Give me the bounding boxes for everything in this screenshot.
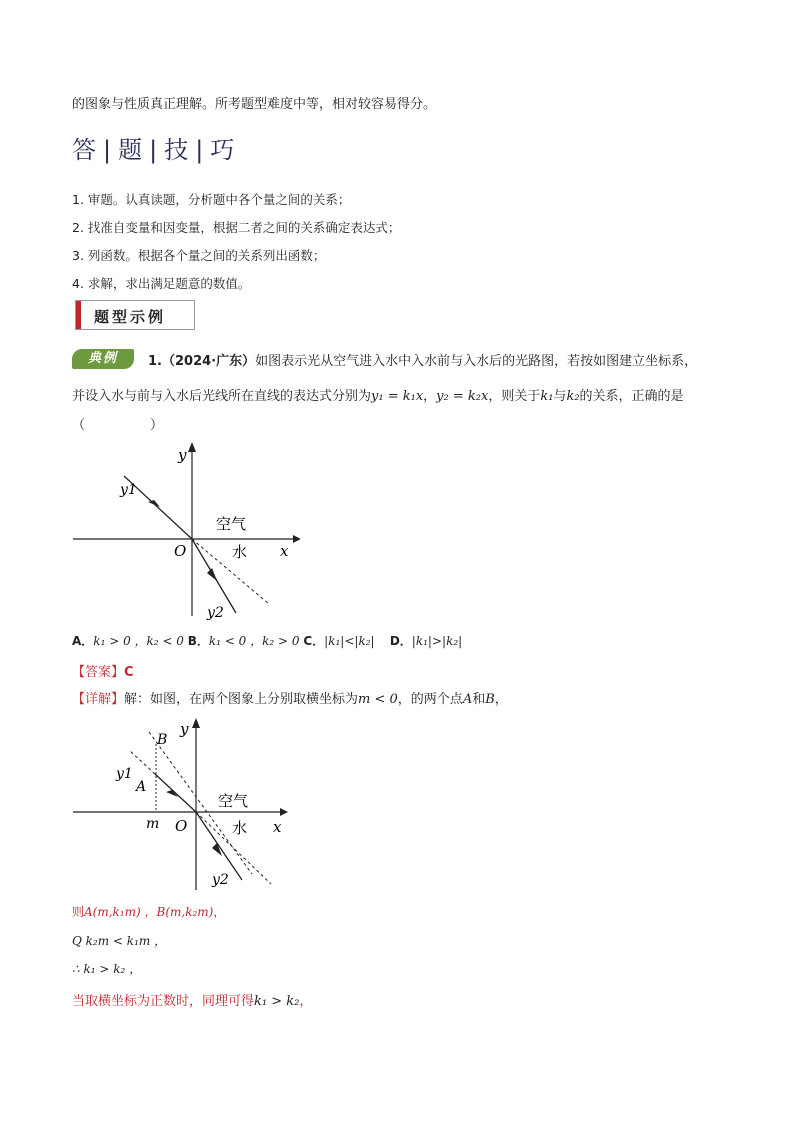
step-item: 1. 审题。认真读题，分析题中各个量之间的关系； — [72, 192, 351, 207]
y-axis-arrow — [192, 718, 200, 728]
punctuation: ， — [494, 692, 508, 707]
option-text: k₁ > 0 ，k₂ < 0 — [93, 634, 184, 648]
k1-symbol: k₁ — [540, 389, 554, 404]
answer-blank: （ ） — [72, 418, 164, 433]
refracted-arrow — [212, 843, 222, 856]
figure-1-light-path — [70, 436, 300, 622]
answer-label: 【答案】 — [72, 665, 125, 680]
solution-text: 当取横坐标为正数时，同理可得 — [72, 994, 255, 1009]
answer-line — [72, 661, 134, 680]
point-a-label: A — [136, 779, 147, 795]
figure-2-solution — [70, 712, 300, 894]
question-line-2 — [72, 385, 684, 404]
step-item: 4. 求解，求出满足题意的数值。 — [72, 276, 251, 291]
detail-line — [72, 688, 508, 707]
water-label: 水 — [232, 819, 248, 837]
option-d[interactable] — [390, 634, 462, 648]
title-char: 题 — [118, 136, 144, 164]
example-badge — [72, 349, 134, 369]
x-axis-label: x — [280, 542, 289, 560]
title-char: 巧 — [210, 136, 236, 164]
line-2-label: y2 — [207, 605, 224, 621]
option-c[interactable] — [303, 634, 374, 648]
y-axis-label: y — [178, 446, 187, 464]
question-source: （2024·广东） — [161, 354, 256, 369]
point-b-label: B — [157, 732, 168, 748]
option-letter: C． — [303, 634, 325, 648]
detail-text: ，的两个点 — [397, 692, 463, 707]
punctuation: ， — [213, 905, 226, 919]
incident-ray — [155, 774, 196, 812]
options-row — [72, 632, 462, 649]
option-text: |k₁|<|k₂| — [324, 634, 375, 648]
step-item: 2. 找准自变量和因变量，根据二者之间的关系确定表达式； — [72, 220, 401, 235]
title-char: 答 — [72, 136, 97, 164]
x-axis-label: x — [273, 818, 282, 836]
line-1-label: y1 — [116, 766, 133, 782]
detail-math: m < 0 — [358, 692, 398, 707]
option-text: |k₁|>|k₂| — [411, 634, 463, 648]
extension-dashed-line — [192, 539, 269, 604]
answer-value: C — [124, 665, 134, 680]
solution-line-2: Q k₂m < k₁m ， — [72, 934, 167, 948]
x-axis-arrow — [280, 808, 288, 816]
option-b[interactable] — [188, 634, 300, 648]
line-2-label: y2 — [212, 872, 229, 888]
point-b-symbol: B — [485, 692, 495, 707]
m-label: m — [146, 816, 160, 832]
option-letter: A． — [72, 634, 94, 648]
equation-2: y₂ = k₂x — [436, 389, 489, 404]
air-label: 空气 — [216, 515, 247, 533]
intro-text: 的图象与性质真正理解。所考题型难度中等，相对较容易得分。 — [72, 97, 437, 112]
solution-text: 则 — [72, 905, 85, 919]
line-1-dashed-extension — [129, 750, 155, 774]
y-axis-label: y — [180, 720, 189, 738]
conjunction: 与 — [553, 389, 567, 404]
question-text: 并设入水与前与入水后光线所在直线的表达式分别为 — [72, 389, 372, 404]
line-1-label: y1 — [120, 482, 137, 498]
separator: ， — [423, 389, 437, 404]
section-banner — [75, 300, 195, 330]
incident-arrow — [148, 500, 160, 507]
option-letter: B． — [187, 634, 209, 648]
point-a-symbol: A — [462, 692, 473, 707]
k2-symbol: k₂ — [566, 389, 580, 404]
title-char: 技 — [164, 136, 190, 164]
option-a[interactable] — [72, 634, 184, 648]
solution-math: k₁ > k₂ — [254, 994, 300, 1009]
question-line-1 — [148, 350, 697, 369]
origin-label: O — [174, 542, 187, 560]
banner-label: 题型示例 — [94, 308, 167, 326]
origin-label: O — [175, 817, 188, 835]
steps-list — [72, 186, 400, 298]
air-label: 空气 — [218, 792, 249, 810]
question-text: ，则关于 — [488, 389, 541, 404]
refracted-arrow — [207, 568, 217, 581]
x-axis-arrow — [293, 535, 300, 543]
question-text: 的关系，正确的是 — [579, 389, 684, 404]
detail-text: 解：如图，在两个图象上分别取横坐标为 — [124, 692, 359, 707]
punctuation: ， — [299, 994, 313, 1009]
option-letter: D． — [389, 634, 412, 648]
water-label: 水 — [232, 543, 248, 561]
solution-line-4 — [72, 990, 312, 1009]
conjunction: 和 — [472, 692, 486, 707]
y-axis-arrow — [188, 442, 196, 452]
badge-label: 典例 — [87, 351, 118, 366]
solution-math: A(m,k₁m) ，B(m,k₂m) — [84, 905, 214, 919]
step-item: 3. 列函数。根据各个量之间的关系列出函数； — [72, 248, 326, 263]
option-text: k₁ < 0 ，k₂ > 0 — [208, 634, 300, 648]
question-text: 如图表示光从空气进入水中入水前与入水后的光路图，若按如图建立坐标系， — [255, 354, 698, 369]
detail-label: 【详解】 — [72, 692, 125, 707]
question-number: 1. — [148, 354, 162, 369]
section-title: 答 | 题 | 技 | 巧 — [72, 136, 236, 164]
banner-accent — [76, 301, 81, 329]
solution-line-3: ∴ k₁ > k₂ ， — [72, 962, 142, 976]
solution-line-1 — [72, 903, 225, 920]
equation-1: y₁ = k₁x — [371, 389, 424, 404]
